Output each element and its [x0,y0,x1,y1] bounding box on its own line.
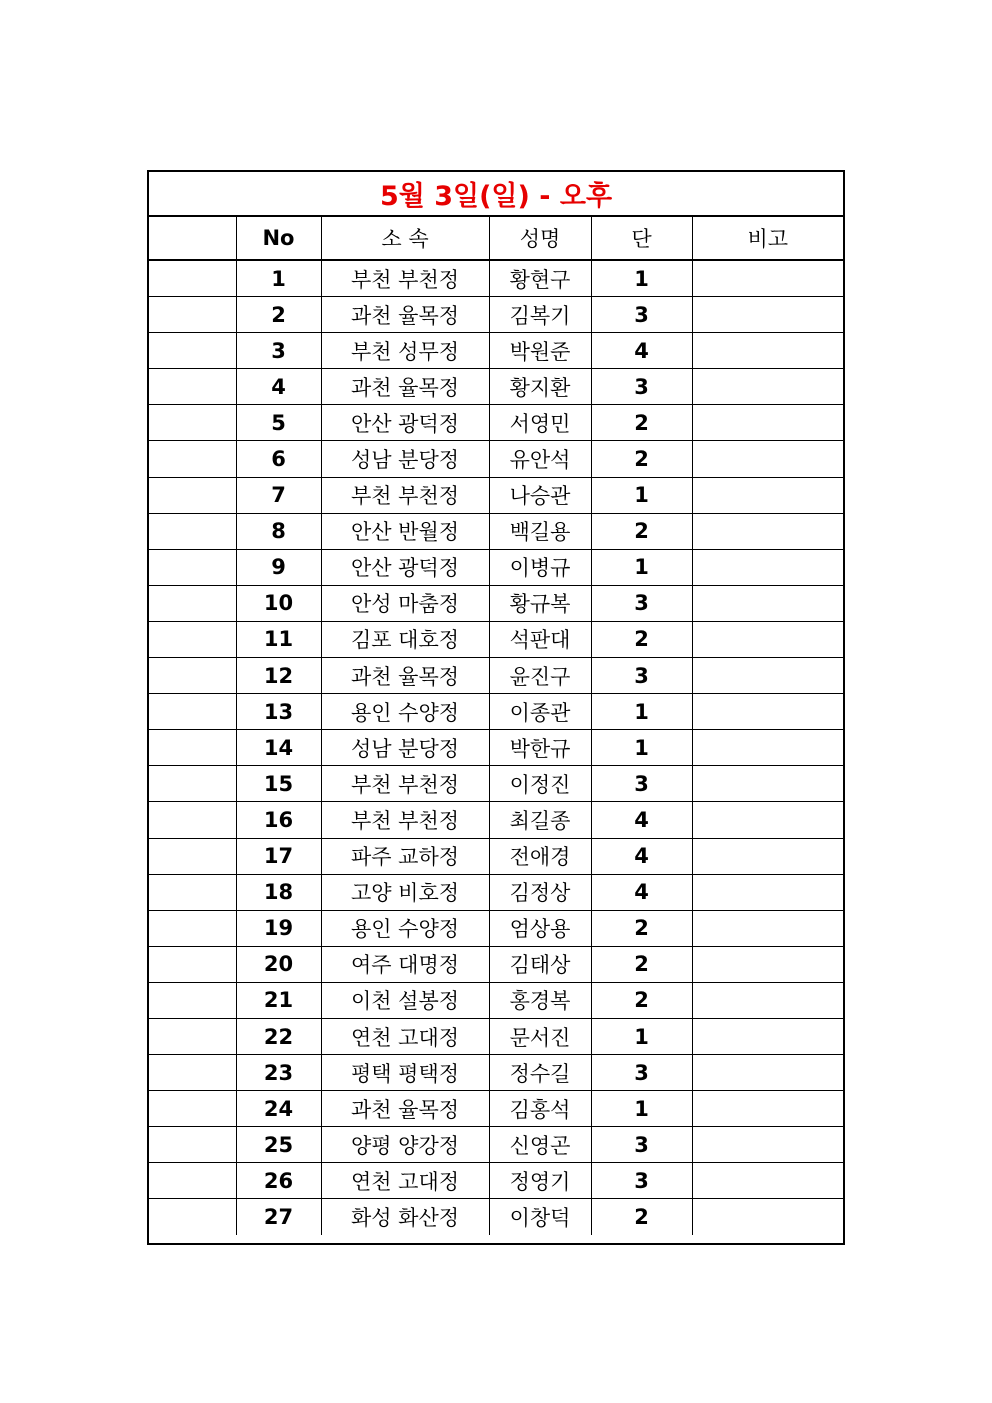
row-number: 26 [236,1163,321,1199]
row-dan: 2 [591,1199,692,1235]
blank-cell [149,766,236,802]
row-remarks [692,982,843,1018]
blank-cell [149,874,236,910]
table-row [149,333,843,369]
table-row [149,477,843,513]
row-remarks [692,1091,843,1127]
header-dan: 단 [591,217,692,260]
table-row [149,1163,843,1199]
row-affiliation: 고양 비호정 [321,874,489,910]
page-title: 5월 3일(일) - 오후 [149,172,843,217]
row-name: 정영기 [489,1163,591,1199]
row-number: 4 [236,369,321,405]
row-affiliation: 안산 광덕정 [321,405,489,441]
row-affiliation: 부천 부천정 [321,766,489,802]
row-number: 16 [236,802,321,838]
row-affiliation: 성남 분당정 [321,441,489,477]
row-number: 23 [236,1055,321,1091]
blank-cell [149,730,236,766]
row-remarks [692,946,843,982]
row-number: 25 [236,1127,321,1163]
row-number: 9 [236,549,321,585]
row-dan: 1 [591,1091,692,1127]
row-name: 윤진구 [489,658,591,694]
row-remarks [692,297,843,333]
row-name: 황현구 [489,260,591,297]
table-row [149,694,843,730]
row-affiliation: 평택 평택정 [321,1055,489,1091]
row-dan: 4 [591,838,692,874]
blank-cell [149,1091,236,1127]
row-dan: 3 [591,1127,692,1163]
table-row [149,874,843,910]
table-row [149,1055,843,1091]
row-dan: 2 [591,910,692,946]
blank-cell [149,297,236,333]
row-number: 27 [236,1199,321,1235]
row-remarks [692,874,843,910]
table-row [149,1127,843,1163]
row-remarks [692,513,843,549]
row-name: 이병규 [489,549,591,585]
row-affiliation: 양평 양강정 [321,1127,489,1163]
row-number: 12 [236,658,321,694]
row-affiliation: 용인 수양정 [321,910,489,946]
row-number: 18 [236,874,321,910]
row-name: 석판대 [489,621,591,657]
row-affiliation: 부천 부천정 [321,260,489,297]
row-remarks [692,1055,843,1091]
row-affiliation: 연천 고대정 [321,1018,489,1054]
row-dan: 1 [591,477,692,513]
row-name: 백길용 [489,513,591,549]
row-name: 전애경 [489,838,591,874]
row-number: 1 [236,260,321,297]
blank-cell [149,946,236,982]
row-name: 황규복 [489,585,591,621]
row-name: 최길종 [489,802,591,838]
table-row [149,658,843,694]
table-row [149,405,843,441]
blank-cell [149,1127,236,1163]
row-name: 정수길 [489,1055,591,1091]
blank-cell [149,441,236,477]
row-name: 황지환 [489,369,591,405]
row-affiliation: 부천 부천정 [321,802,489,838]
table-row [149,549,843,585]
row-remarks [692,1199,843,1235]
row-name: 엄상용 [489,910,591,946]
row-number: 10 [236,585,321,621]
row-remarks [692,730,843,766]
row-number: 14 [236,730,321,766]
row-affiliation: 성남 분당정 [321,730,489,766]
row-dan: 3 [591,585,692,621]
blank-cell [149,549,236,585]
header-blank [149,217,236,260]
row-dan: 3 [591,766,692,802]
table-row [149,802,843,838]
row-affiliation: 화성 화산정 [321,1199,489,1235]
row-number: 17 [236,838,321,874]
table-row [149,441,843,477]
table-row [149,1018,843,1054]
row-number: 5 [236,405,321,441]
row-number: 21 [236,982,321,1018]
row-affiliation: 파주 교하정 [321,838,489,874]
row-remarks [692,1163,843,1199]
row-dan: 3 [591,658,692,694]
blank-cell [149,982,236,1018]
row-affiliation: 과천 율목정 [321,658,489,694]
row-remarks [692,621,843,657]
header-no: No [236,217,321,260]
row-affiliation: 연천 고대정 [321,1163,489,1199]
row-name: 김태상 [489,946,591,982]
table-row [149,513,843,549]
row-dan: 4 [591,333,692,369]
table-row [149,982,843,1018]
header-row [149,217,843,260]
row-dan: 3 [591,369,692,405]
row-name: 김복기 [489,297,591,333]
row-affiliation: 안산 광덕정 [321,549,489,585]
table-row [149,297,843,333]
row-remarks [692,658,843,694]
row-remarks [692,405,843,441]
row-number: 6 [236,441,321,477]
blank-cell [149,369,236,405]
row-affiliation: 안산 반월정 [321,513,489,549]
row-affiliation: 부천 부천정 [321,477,489,513]
blank-cell [149,621,236,657]
row-dan: 1 [591,549,692,585]
blank-cell [149,513,236,549]
table-row [149,910,843,946]
row-remarks [692,585,843,621]
row-number: 20 [236,946,321,982]
row-name: 김홍석 [489,1091,591,1127]
roster-sheet [147,170,845,1245]
table-row [149,585,843,621]
row-remarks [692,910,843,946]
row-number: 7 [236,477,321,513]
blank-cell [149,1018,236,1054]
row-number: 13 [236,694,321,730]
row-remarks [692,1018,843,1054]
blank-cell [149,694,236,730]
row-name: 이종관 [489,694,591,730]
row-affiliation: 김포 대호정 [321,621,489,657]
row-affiliation: 용인 수양정 [321,694,489,730]
table-header [149,217,843,260]
row-affiliation: 부천 성무정 [321,333,489,369]
table-body [149,260,843,1235]
row-number: 15 [236,766,321,802]
header-name: 성명 [489,217,591,260]
blank-cell [149,477,236,513]
row-name: 신영곤 [489,1127,591,1163]
table-row [149,838,843,874]
row-remarks [692,369,843,405]
blank-cell [149,838,236,874]
table-row [149,730,843,766]
blank-cell [149,802,236,838]
row-dan: 2 [591,621,692,657]
row-remarks [692,1127,843,1163]
blank-cell [149,260,236,297]
blank-cell [149,1199,236,1235]
row-remarks [692,694,843,730]
table-row [149,621,843,657]
row-dan: 2 [591,982,692,1018]
row-dan: 3 [591,297,692,333]
row-dan: 2 [591,405,692,441]
row-dan: 2 [591,946,692,982]
header-remarks: 비고 [692,217,843,260]
row-number: 19 [236,910,321,946]
row-remarks [692,838,843,874]
row-affiliation: 과천 율목정 [321,297,489,333]
row-name: 서영민 [489,405,591,441]
row-number: 22 [236,1018,321,1054]
row-dan: 1 [591,260,692,297]
row-name: 문서진 [489,1018,591,1054]
row-number: 2 [236,297,321,333]
row-number: 8 [236,513,321,549]
row-remarks [692,549,843,585]
blank-cell [149,405,236,441]
row-name: 이창덕 [489,1199,591,1235]
table-row [149,946,843,982]
row-remarks [692,441,843,477]
row-dan: 2 [591,441,692,477]
row-affiliation: 과천 율목정 [321,1091,489,1127]
row-name: 유안석 [489,441,591,477]
row-affiliation: 이천 설봉정 [321,982,489,1018]
row-number: 11 [236,621,321,657]
blank-cell [149,1055,236,1091]
row-dan: 1 [591,730,692,766]
row-name: 박한규 [489,730,591,766]
table-row [149,766,843,802]
table-row [149,1091,843,1127]
row-affiliation: 여주 대명정 [321,946,489,982]
row-dan: 1 [591,694,692,730]
row-dan: 4 [591,874,692,910]
row-dan: 3 [591,1055,692,1091]
row-dan: 4 [591,802,692,838]
blank-cell [149,585,236,621]
row-remarks [692,333,843,369]
blank-cell [149,658,236,694]
row-name: 이정진 [489,766,591,802]
row-affiliation: 안성 마춤정 [321,585,489,621]
row-dan: 2 [591,513,692,549]
row-remarks [692,260,843,297]
table-row [149,369,843,405]
row-name: 홍경복 [489,982,591,1018]
row-name: 나승관 [489,477,591,513]
table-row [149,1199,843,1235]
row-remarks [692,477,843,513]
table-row [149,260,843,297]
blank-cell [149,333,236,369]
blank-cell [149,1163,236,1199]
row-number: 3 [236,333,321,369]
blank-cell [149,910,236,946]
row-dan: 1 [591,1018,692,1054]
row-dan: 3 [591,1163,692,1199]
row-remarks [692,766,843,802]
row-name: 박원준 [489,333,591,369]
row-remarks [692,802,843,838]
row-affiliation: 과천 율목정 [321,369,489,405]
row-name: 김정상 [489,874,591,910]
roster-table [149,217,843,1235]
header-affiliation: 소 속 [321,217,489,260]
row-number: 24 [236,1091,321,1127]
